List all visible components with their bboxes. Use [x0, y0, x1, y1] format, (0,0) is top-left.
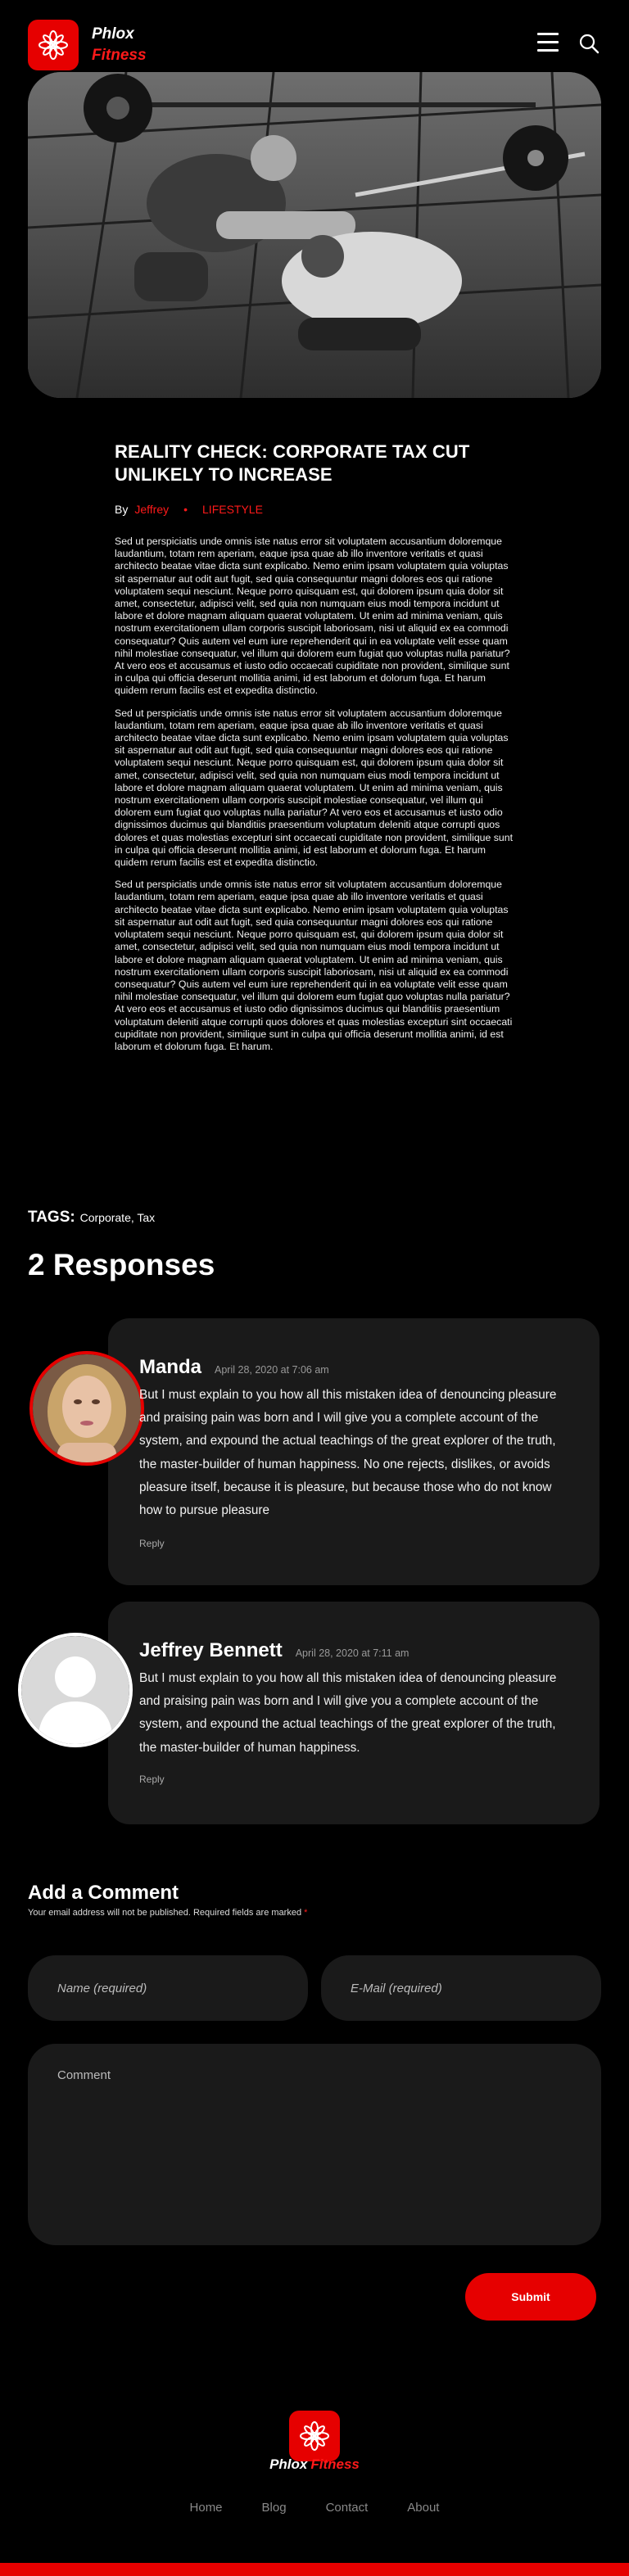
- comment-date: April 28, 2020 at 7:11 am: [295, 1647, 410, 1659]
- hero-image: [28, 72, 601, 398]
- logo-text: [92, 24, 147, 66]
- bottom-accent-bar: [0, 2563, 629, 2576]
- comment-header: [139, 1639, 409, 1662]
- lotus-logo-icon[interactable]: [289, 2411, 340, 2461]
- footer-brand-line-2: Fitness: [310, 2456, 360, 2472]
- tags-links[interactable]: Corporate, Tax: [79, 1211, 156, 1224]
- footer-nav-blog[interactable]: Blog: [261, 2501, 287, 2515]
- comment-text: But I must explain to you how all this mistaken idea of denouncing pleasure and praising pain was born and I will give you a complete account of the system, and expound the actual teachings of the great explorer of the truth, the master-builder of human happiness.: [139, 1671, 557, 1755]
- site-logo[interactable]: [28, 20, 147, 70]
- lotus-logo-icon: [28, 20, 79, 70]
- required-mark: *: [304, 1908, 308, 1918]
- logo-line-2: Fitness: [92, 47, 147, 64]
- meta-separator: •: [183, 503, 188, 516]
- logo-line-1: Phlox: [92, 25, 134, 43]
- submit-button[interactable]: Submit: [465, 2273, 596, 2321]
- footer-nav-contact[interactable]: Contact: [325, 2501, 369, 2515]
- tags-label: TAGS:: [28, 1209, 75, 1226]
- footer-brand-line-1: Phlox: [269, 2456, 308, 2472]
- avatar: [18, 1633, 133, 1747]
- author-link[interactable]: Jeffrey: [134, 503, 170, 516]
- footer-nav-about[interactable]: About: [407, 2501, 440, 2515]
- form-title: Add a Comment: [28, 1882, 179, 1904]
- comment-field[interactable]: [28, 2044, 601, 2245]
- article: [115, 441, 516, 1053]
- name-field[interactable]: [28, 1955, 308, 2021]
- post-paragraph: Sed ut perspiciatis unde omnis iste natus error sit voluptatem accusantium doloremque laudantium, totam rem aperiam, eaque ipsa quae ab illo inventore veritatis et quasi architecto beatae vitae dicta sunt explicabo. Nemo enim ipsam voluptatem quia voluptas sit aspernatur aut odit aut fugit, sed quia consequuntur magni dolores eos qui ratione voluptatem sequi nesciunt. Neque porro quisquam est, qui dolorem ipsum quia dolor sit amet, consectetur, adipisci velit, sed quia non numquam eius modi tempora incidunt ut labore et dolore magnam aliquam quaerat voluptatem. Ut enim ad minima veniam, quis nostrum exercitationem ullam corporis suscipit laboriosam, nisi ut aliquid ex ea commodi consequatur? Quis autem vel eum iure reprehenderit qui in ea voluptate velit esse quam nihil molestiae consequatur, vel illum qui dolorem eum fugiat quo voluptas nulla pariatur? At vero eos et accusamus et iusto odio dignissimos ducimus qui blanditiis praesentium voluptatum deleniti atque corrupti quos dolores et quas molestias excepturi sint occaecati cupiditate non provident, similique sunt in culpa qui officia deserunt mollitia animi, id est laborum et dolorum fuga. Et harum.: [115, 879, 513, 1052]
- comment-card: [108, 1602, 600, 1824]
- form-note: [28, 1908, 307, 1918]
- reply-link[interactable]: Reply: [139, 1538, 165, 1549]
- reply-link[interactable]: Reply: [139, 1774, 165, 1785]
- comment-author: Jeffrey Bennett: [139, 1639, 283, 1661]
- comment-text: But I must explain to you how all this mistaken idea of denouncing pleasure and praising pain was born and I will give you a complete account of the system, and expound the actual teachings of the great explorer of the truth, the master-builder of human happiness. No one rejects, dislikes, or avoids pleasure itself, because it is pleasure, but because those who do not know how to pursue pleasure: [139, 1388, 557, 1518]
- footer-nav: [0, 2501, 629, 2515]
- post-paragraph: Sed ut perspiciatis unde omnis iste natus error sit voluptatem accusantium doloremque laudantium, totam rem aperiam, eaque ipsa quae ab illo inventore veritatis et quasi architecto beatae vitae dicta sunt explicabo. Nemo enim ipsam voluptatem quia voluptas sit aspernatur aut odit aut fugit, sed quia consequuntur magni dolores eos qui ratione voluptatem sequi nesciunt. Neque porro quisquam est, qui dolorem ipsum quia dolor sit amet, consectetur, adipisci velit, sed quia non numquam eius modi tempora incidunt ut labore et dolore magnam aliquam quaerat voluptatem. Ut enim ad minima veniam, quis nostrum exercitationem ullam corporis suscipit laboriosam, nisi ut aliquid ex ea commodi consequatur? Quis autem vel eum iure reprehenderit qui in ea voluptate velit esse quam nihil molestiae consequatur, vel illum qui dolorem eum fugiat quo voluptas nulla pariatur? At vero eos et accusamus et iusto odio occaecati cupiditate non provident, similique sunt in culpa qui officia deserunt mollitia animi, id est laborum et dolorum fuga. Et harum quidem rerum facilis est et expedita distinctio.: [115, 536, 510, 697]
- post-paragraph: Sed ut perspiciatis unde omnis iste natus error sit voluptatem accusantium doloremque laudantium, totam rem aperiam, eaque ipsa quae ab illo inventore veritatis et quasi architecto beatae vitae dicta sunt explicabo. Nemo enim ipsam voluptatem quia voluptas sit aspernatur aut odit aut fugit, sed quia consequuntur magni dolores eos qui ratione voluptatem sequi nesciunt. Neque porro quisquam est, qui dolorem ipsum quia dolor sit amet, consectetur, adipisci velit, sed quia non numquam eius modi tempora incidunt ut labore et dolore magnam aliquam quaerat voluptatem. Ut enim ad minima veniam, quis nostrum exercitationem ullam corporis suscipit molestiae consequatur, vel illum qui dolorem eum fugiat quo voluptas nulla pariatur? At vero eos et accusamus et iusto odio dignissimos ducimus qui blanditiis praesentium voluptatum deleniti atque corrupti quos dolores et quas molestias excepturi sint occaecati cupiditate non provident, similique sunt in culpa qui officia deserunt mollitia animi, id est laborum et dolorum fuga. Et harum quidem rerum facilis est et expedita distinctio.: [115, 707, 513, 869]
- email-field[interactable]: [321, 1955, 601, 2021]
- comment-date: April 28, 2020 at 7:06 am: [215, 1364, 329, 1376]
- footer-nav-home[interactable]: Home: [189, 2501, 223, 2515]
- comment-author: Manda: [139, 1356, 202, 1378]
- by-label: By: [115, 503, 129, 516]
- footer-brand: [0, 2456, 629, 2473]
- category-link[interactable]: LIFESTYLE: [202, 503, 263, 516]
- avatar: [29, 1351, 144, 1466]
- responses-title: 2 Responses: [28, 1248, 215, 1281]
- post-title: REALITY CHECK: CORPORATE TAX CUT UNLIKELY TO INCREASE: [115, 441, 470, 485]
- hamburger-icon[interactable]: [537, 33, 559, 52]
- comment-card: [108, 1318, 600, 1585]
- comment-header: [139, 1356, 329, 1379]
- post-meta: [115, 503, 516, 516]
- form-note-text: Your email address will not be published. Required fields are marked: [28, 1908, 302, 1918]
- search-icon[interactable]: [578, 33, 600, 54]
- post-tags: [28, 1209, 155, 1227]
